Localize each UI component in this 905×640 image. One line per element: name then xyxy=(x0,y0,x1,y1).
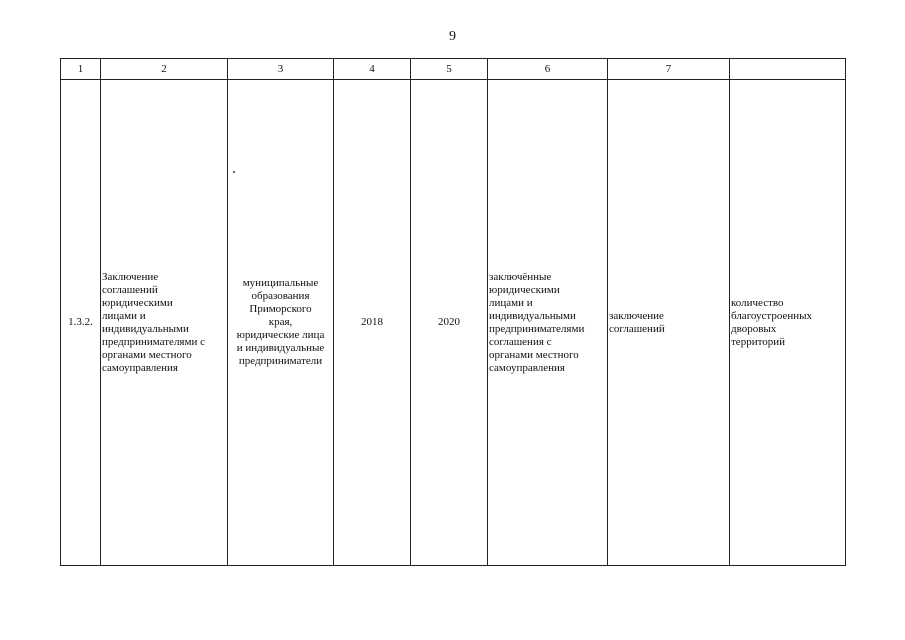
executor-text: муниципальные образования Приморского края, юридические лица и индивидуальные предприниматели xyxy=(236,277,325,367)
cell-executor xyxy=(228,80,334,566)
cell-end-year xyxy=(411,80,488,566)
start-year: 2018 xyxy=(361,316,383,328)
header-col-3: 3 xyxy=(228,59,334,80)
header-col-5: 5 xyxy=(411,59,488,80)
cell-item-number xyxy=(61,80,101,566)
cell-indicator xyxy=(730,80,846,566)
indicator-text: количество благоустроенных дворовых территорий xyxy=(731,296,813,348)
measures-table xyxy=(60,58,846,566)
header-col-7: 7 xyxy=(608,59,730,80)
header-col-6: 6 xyxy=(488,59,608,80)
cell-expected-result xyxy=(488,80,608,566)
activity-text: Заключение соглашений юридическими лицами и индивидуальными предпринимателями с органами местного самоуправления xyxy=(102,270,205,374)
page-number: 9 xyxy=(449,29,456,44)
description-text: заключение соглашений xyxy=(609,309,665,335)
header-col-1: 1 xyxy=(61,59,101,80)
cell-activity xyxy=(101,80,228,566)
header-row xyxy=(61,59,846,80)
header-col-4: 4 xyxy=(334,59,411,80)
end-year: 2020 xyxy=(438,316,460,328)
header-col-8 xyxy=(730,59,846,80)
table-row xyxy=(61,80,846,566)
item-number: 1.3.2. xyxy=(68,316,93,328)
cell-description xyxy=(608,80,730,566)
table-header xyxy=(61,59,846,80)
cell-start-year xyxy=(334,80,411,566)
expected-result-text: заключённые юридическими лицами и индивидуальными предпринимателями соглашения с органами местного самоуправления xyxy=(489,270,585,374)
header-col-2: 2 xyxy=(101,59,228,80)
